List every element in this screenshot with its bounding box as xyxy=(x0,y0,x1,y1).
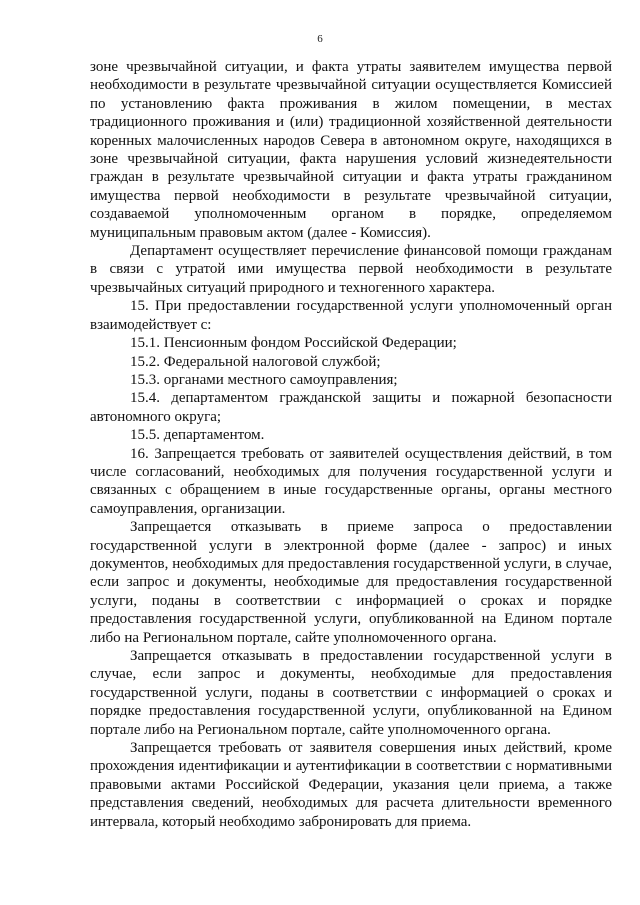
paragraph-refusal-reception: Запрещается отказывать в приеме запроса о предоставлении государственной услуги в электронной форме (далее - запрос) и иных документов, необходимых для предоставления государственной услуги, в случае, если запрос и документы, необходимые для предоставления государственной услуги, поданы в соответствии с информацией о сроках и порядке предоставления государственной услуги, опубликованной на Едином портале либо на Региональном портале, сайте уполномоченного органа. xyxy=(90,519,612,646)
paragraph-continuation: зоне чрезвычайной ситуации, и факта утраты заявителем имущества первой необходимости в результате чрезвычайной ситуации осуществляется Комиссией по установлению факта проживания в жилом помещении, в местах традиционного проживания и (или) традиционной хозяйственной деятельности коренных малочисленных народов Севера в автономном округе, находящихся в зоне чрезвычайной ситуации, факта нарушения условий жизнедеятельности граждан в результате чрезвычайной ситуации и факта утраты гражданином имущества первой необходимости в результате чрезвычайной ситуации, создаваемой уполномоченным органом в порядке, определяемом муниципальным правовым актом (далее - Комиссия). xyxy=(90,59,612,241)
paragraph-item-15-1: 15.1. Пенсионным фондом Российской Федерации; xyxy=(130,335,457,352)
paragraph-item-15: 15. При предоставлении государственной услуги уполномоченный орган взаимодействует с: xyxy=(90,298,612,333)
paragraph-item-15-2: 15.2. Федеральной налоговой службой; xyxy=(130,353,381,370)
document-body xyxy=(90,58,612,831)
paragraph-item-15-3: 15.3. органами местного самоуправления; xyxy=(130,371,398,388)
paragraph-item-16: 16. Запрещается требовать от заявителей осуществления действий, в том числе согласований, необходимых для получения государственной услуги и связанных с обращением в иные государственные органы, органы местного самоуправления, организации. xyxy=(90,445,612,517)
page-number: 6 xyxy=(317,33,323,45)
paragraph-item-15-5: 15.5. департаментом. xyxy=(130,427,265,444)
paragraph-item-15-4: 15.4. департаментом гражданской защиты и пожарной безопасности автономного округа; xyxy=(90,390,612,425)
paragraph-financial-aid: Департамент осуществляет перечисление финансовой помощи гражданам в связи с утратой ими имущества первой необходимости в результате чрезвычайных ситуаций природного и техногенного характера. xyxy=(90,243,612,296)
paragraph-refusal-service: Запрещается отказывать в предоставлении государственной услуги в случае, если запрос и документы, необходимые для предоставления государственной услуги, поданы в соответствии с информацией о сроках и порядке предоставления государственной услуги, опубликованной на Едином портале либо на Региональном портале, сайте уполномоченного органа. xyxy=(90,648,612,738)
paragraph-other-actions: Запрещается требовать от заявителя совершения иных действий, кроме прохождения идентификации и аутентификации в соответствии с нормативными правовыми актами Российской Федерации, указания цели приема, а также представления сведений, необходимых для расчета длительности временного интервала, который необходимо забронировать для приема. xyxy=(90,740,612,830)
